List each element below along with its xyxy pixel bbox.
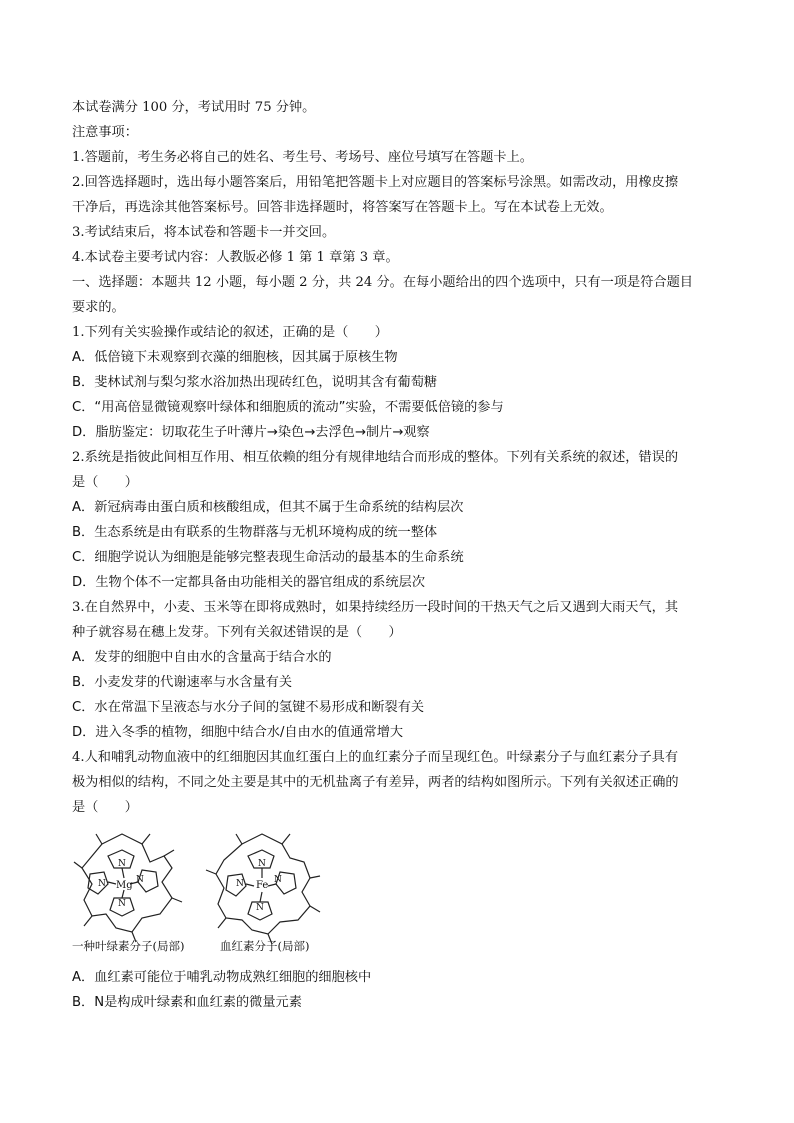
notice-item-2-cont: 干净后，再选涂其他答案标号。回答非选择题时，将答案写在答题卡上。写在本试卷上无效。	[72, 200, 613, 215]
notice-item-2: 2.回答选择题时，选出每小题答案后，用铅笔把答题卡上对应题目的答案标号涂黑。如需改动，用橡皮擦	[72, 175, 679, 190]
chlorophyll-n-label-1: N	[118, 859, 126, 869]
heme-center-label: Fe	[256, 880, 269, 891]
question-3-option-b: B．小麦发芽的代谢速率与水含量有关	[72, 675, 293, 690]
section-title-cont: 要求的。	[72, 300, 125, 315]
question-2-option-c: C．细胞学说认为细胞是能够完整表现生命活动的最基本的生命系统	[72, 550, 464, 565]
question-4-stem: 4.人和哺乳动物血液中的红细胞因其血红蛋白上的血红素分子而呈现红色。叶绿素分子与血红素分子具有	[72, 750, 679, 765]
chlorophyll-n-label-3: N	[118, 899, 126, 909]
exam-intro: 本试卷满分 100 分，考试用时 75 分钟。	[72, 100, 316, 115]
heme-n-label-4: N	[236, 879, 244, 889]
question-2-stem: 2.系统是指彼此间相互作用、相互依赖的组分有规律地结合而形成的整体。下列有关系统的叙述，错误的	[72, 450, 679, 465]
question-1-option-b: B．斐林试剂与梨匀浆水浴加热出现砖红色，说明其含有葡萄糖	[72, 375, 438, 390]
question-1-option-a: A．低倍镜下未观察到衣藻的细胞核，因其属于原核生物	[72, 350, 398, 365]
question-3-stem-cont: 种子就容易在穗上发芽。下列有关叙述错误的是（ ）	[72, 625, 402, 640]
question-2-option-b: B．生态系统是由有联系的生物群落与无机环境构成的统一整体	[72, 525, 438, 540]
question-4-stem-cont: 极为相似的结构，不同之处主要是其中的无机盐离子有差异，两者的结构如图所示。下列有关叙述正确的	[72, 775, 679, 790]
heme-n-label-3: N	[256, 903, 264, 913]
question-4-option-b: B．N是构成叶绿素和血红素的微量元素	[72, 995, 302, 1010]
question-4-option-a: A．血红素可能位于哺乳动物成熟红细胞的细胞核中	[72, 970, 372, 985]
chlorophyll-caption: 一种叶绿素分子(局部)	[72, 939, 185, 953]
question-4-stem-end: 是（ ）	[72, 800, 138, 815]
heme-n-label-2: N	[274, 875, 282, 885]
notice-item-1: 1.答题前，考生务必将自己的姓名、考生号、考场号、座位号填写在答题卡上。	[72, 150, 533, 165]
chlorophyll-n-label-2: N	[136, 875, 144, 885]
question-1-option-c: C．“用高倍显微镜观察叶绿体和细胞质的流动”实验，不需要低倍镜的参与	[72, 400, 504, 415]
question-2-stem-cont: 是（ ）	[72, 475, 138, 490]
heme-n-label-1: N	[258, 859, 266, 869]
notice-item-3: 3.考试结束后，将本试卷和答题卡一并交回。	[72, 225, 336, 240]
molecule-figure	[72, 822, 372, 952]
chlorophyll-center-label: Mg	[116, 880, 133, 891]
question-3-stem: 3.在自然界中，小麦、玉米等在即将成熟时，如果持续经历一段时间的干热天气之后又遇到大雨天气，其	[72, 600, 679, 615]
notice-item-4: 4.本试卷主要考试内容：人教版必修 1 第 1 章第 3 章。	[72, 250, 399, 265]
question-2-option-a: A．新冠病毒由蛋白质和核酸组成，但其不属于生命系统的结构层次	[72, 500, 464, 515]
notice-title: 注意事项：	[72, 125, 138, 140]
question-1-stem: 1.下列有关实验操作或结论的叙述，正确的是（ ）	[72, 325, 388, 340]
question-1-option-d: D．脂肪鉴定：切取花生子叶薄片→染色→去浮色→制片→观察	[72, 425, 430, 440]
section-title: 一、选择题：本题共 12 小题，每小题 2 分，共 24 分。在每小题给出的四个选项中，只有一项是符合题目	[72, 275, 693, 290]
porphyrin-diagram	[72, 822, 372, 952]
question-3-option-c: C．水在常温下呈液态与水分子间的氢键不易形成和断裂有关	[72, 700, 425, 715]
question-2-option-d: D．生物个体不一定都具备由功能相关的器官组成的系统层次	[72, 575, 426, 590]
question-3-option-a: A．发芽的细胞中自由水的含量高于结合水的	[72, 650, 332, 665]
question-3-option-d: D．进入冬季的植物，细胞中结合水/自由水的值通常增大	[72, 725, 404, 740]
heme-caption: 血红素分子(局部)	[220, 939, 310, 953]
chlorophyll-n-label-4: N	[98, 879, 106, 889]
